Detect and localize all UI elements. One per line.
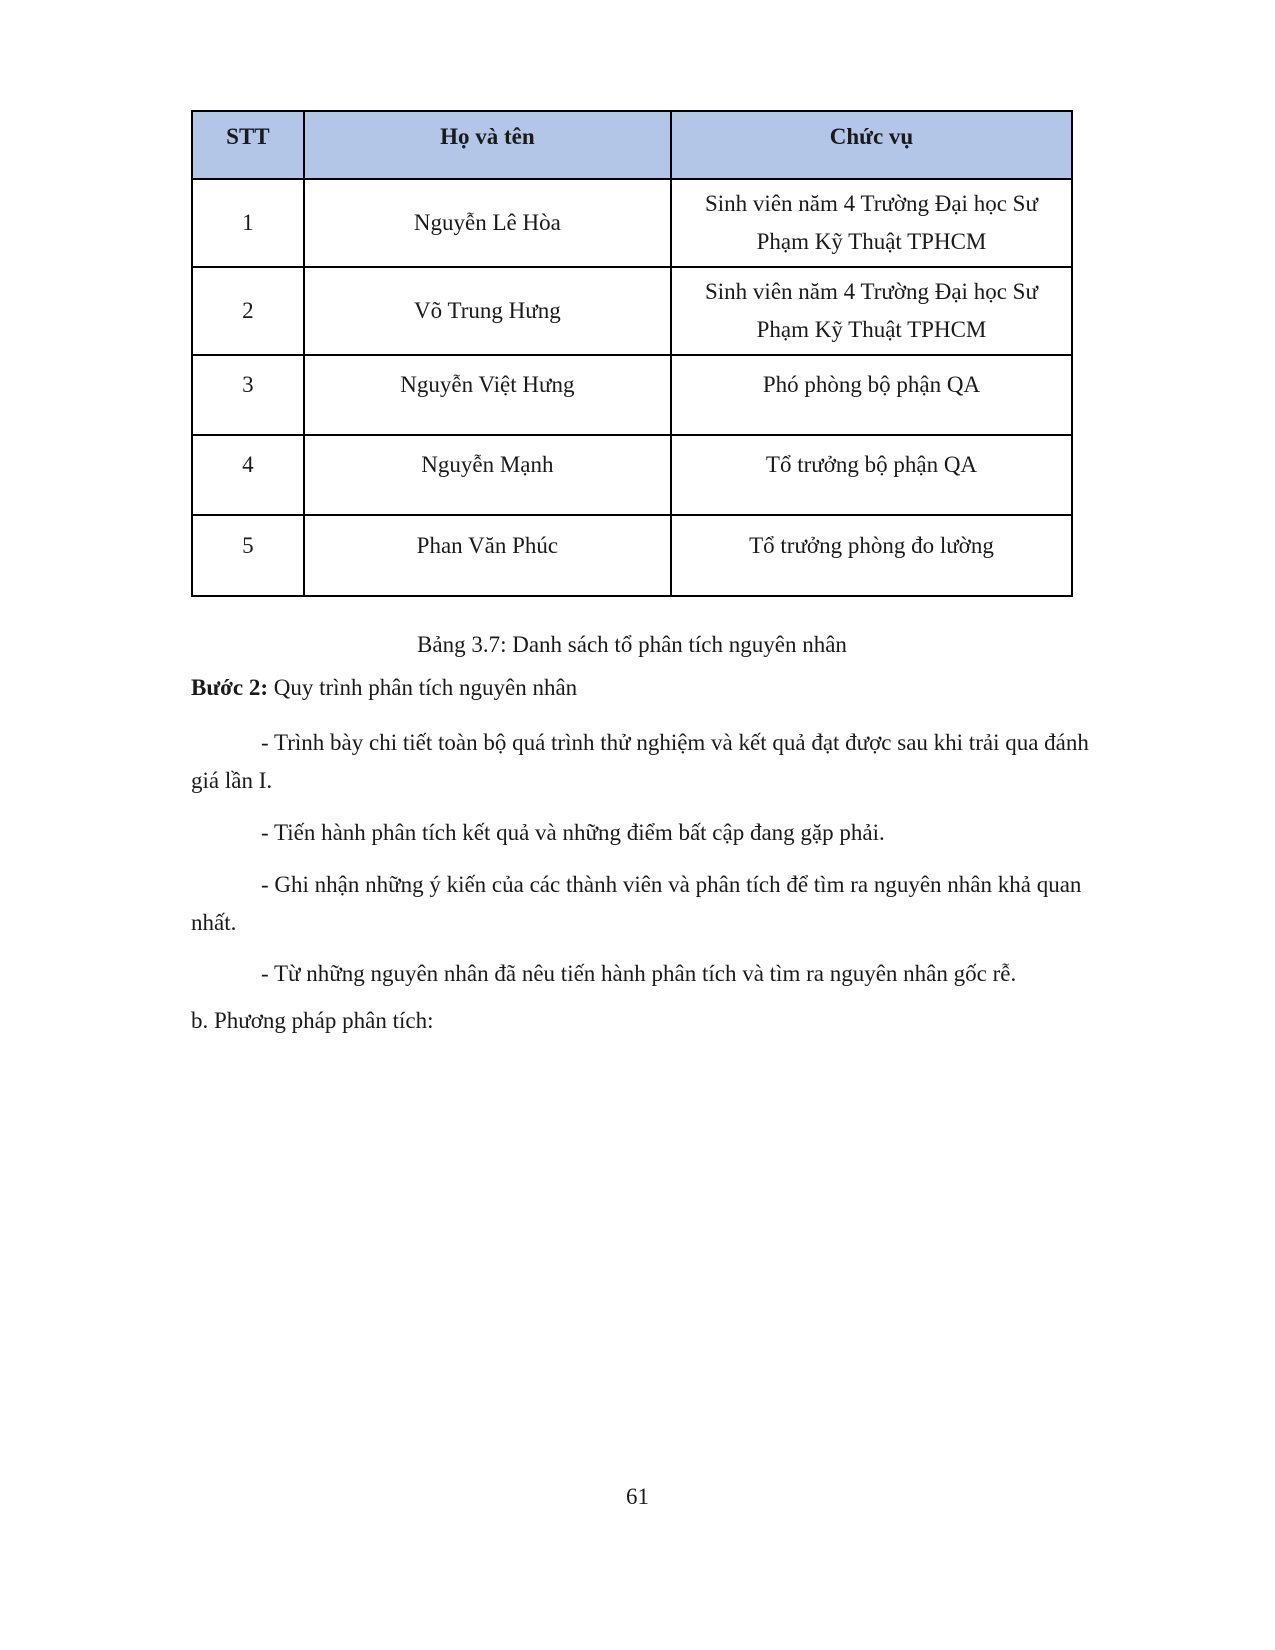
row-stt-text: 4 xyxy=(242,452,254,477)
page-number: 61 xyxy=(626,1484,649,1509)
row-role xyxy=(671,267,1072,355)
row-role-line1: Sinh viên năm 4 Trường Đại học Sư xyxy=(705,191,1038,216)
row-role-line2: Phạm Kỹ Thuật TPHCM xyxy=(756,317,987,342)
header-stt: STT xyxy=(192,111,304,179)
row-name xyxy=(304,515,671,596)
table-caption: Bảng 3.7: Danh sách tổ phân tích nguyên nhân xyxy=(417,632,847,657)
row-stt xyxy=(192,515,304,596)
table-row xyxy=(192,179,1072,267)
table-row xyxy=(192,435,1072,515)
row-role-text: Tổ trưởng bộ phận QA xyxy=(765,452,978,477)
row-name: Võ Trung Hưng xyxy=(304,267,671,355)
bullet-paragraph: - Ghi nhận những ý kiến của các thành viên và phân tích để tìm ra nguyên nhân khả quan nhất. xyxy=(191,872,1082,935)
step-label: Bước 2: xyxy=(191,675,268,700)
row-role-text: Tổ trưởng phòng đo lường xyxy=(749,532,994,558)
row-name-text: Nguyễn Việt Hưng xyxy=(400,372,575,397)
subheading: b. Phương pháp phân tích: xyxy=(191,1008,434,1033)
table-header-row xyxy=(192,111,1072,179)
row-stt xyxy=(192,435,304,515)
row-role-line2: Phạm Kỹ Thuật TPHCM xyxy=(756,229,987,254)
row-role xyxy=(671,435,1072,515)
row-name: Nguyễn Lê Hòa xyxy=(304,179,671,267)
row-role-line1: Sinh viên năm 4 Trường Đại học Sư xyxy=(705,279,1038,304)
row-role xyxy=(671,355,1072,435)
row-stt xyxy=(192,355,304,435)
row-name-text: Nguyễn Mạnh xyxy=(421,452,554,477)
row-stt: 2 xyxy=(192,267,304,355)
member-table xyxy=(191,110,1073,597)
row-role xyxy=(671,179,1072,267)
row-stt: 1 xyxy=(192,179,304,267)
header-role: Chức vụ xyxy=(671,111,1072,179)
header-name: Họ và tên xyxy=(304,111,671,179)
row-stt-text: 5 xyxy=(242,532,254,558)
row-name-text: Phan Văn Phúc xyxy=(416,532,559,558)
bullet-paragraph: - Từ những nguyên nhân đã nêu tiến hành phân tích và tìm ra nguyên nhân gốc rễ. xyxy=(261,961,1017,986)
bullet-paragraph: - Tiến hành phân tích kết quả và những điểm bất cập đang gặp phải. xyxy=(261,820,885,845)
table-row xyxy=(192,267,1072,355)
row-stt-text: 3 xyxy=(242,372,254,397)
step-title: Quy trình phân tích nguyên nhân xyxy=(268,675,578,700)
row-role xyxy=(671,515,1072,596)
bullet-paragraph: - Trình bày chi tiết toàn bộ quá trình thử nghiệm và kết quả đạt được sau khi trải qua đánh giá lần I. xyxy=(191,730,1089,793)
table-row xyxy=(192,515,1072,596)
row-name xyxy=(304,355,671,435)
table-row xyxy=(192,355,1072,435)
row-name xyxy=(304,435,671,515)
step-heading xyxy=(191,675,577,701)
row-role-text: Phó phòng bộ phận QA xyxy=(762,372,981,397)
